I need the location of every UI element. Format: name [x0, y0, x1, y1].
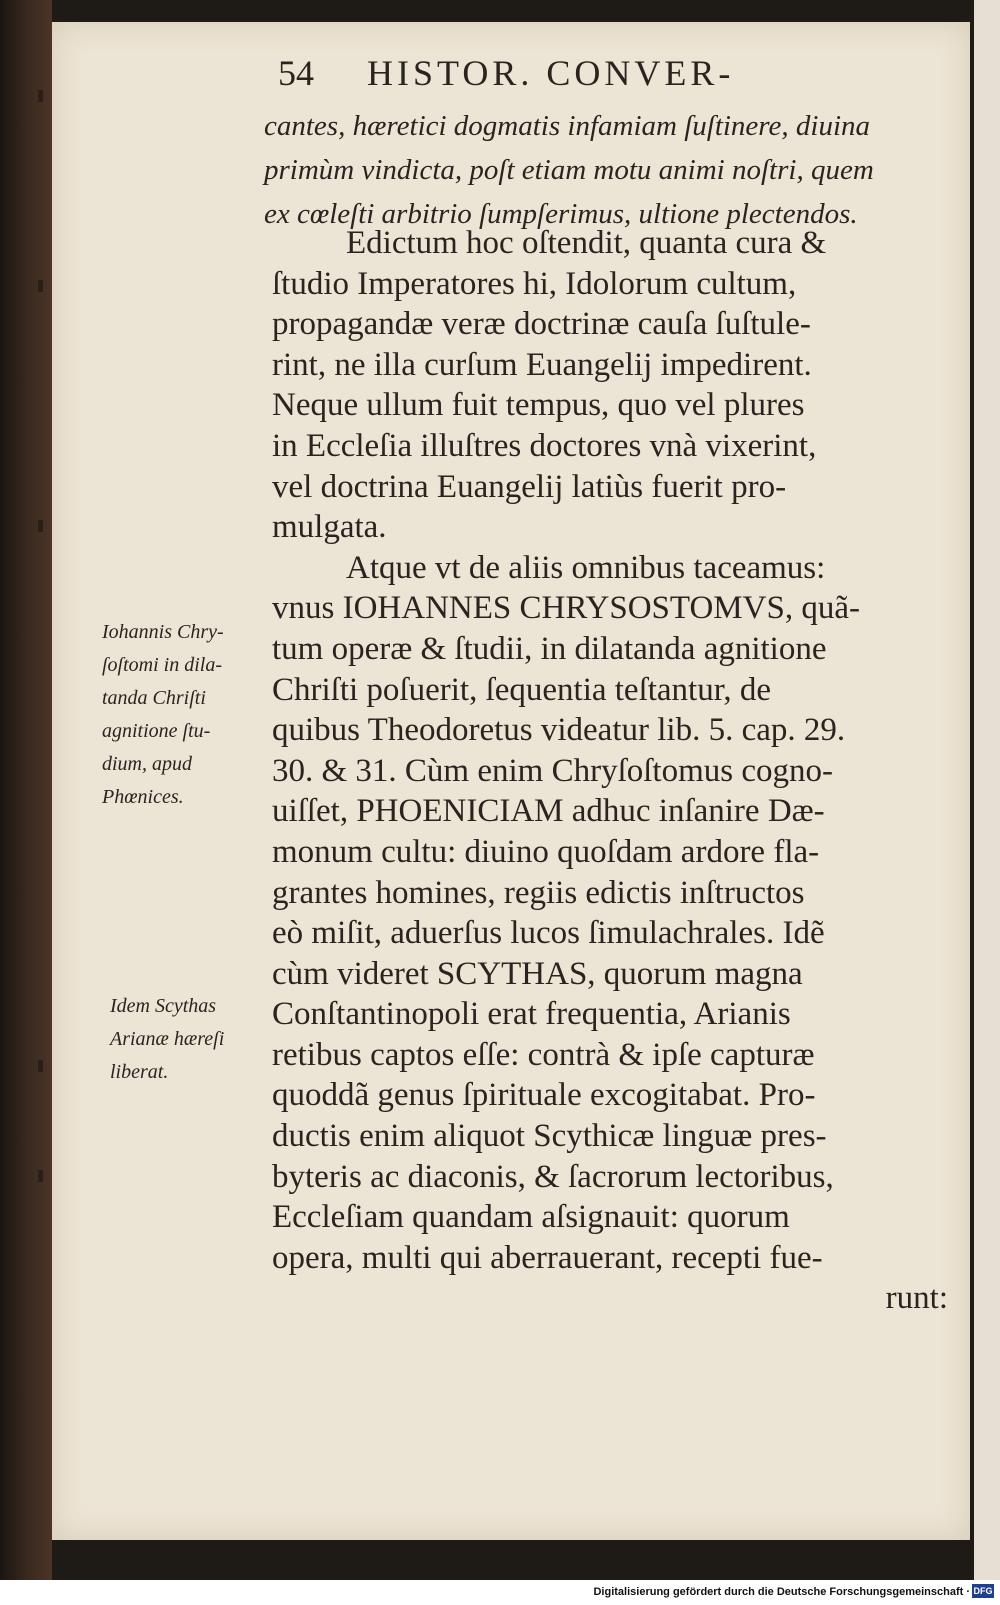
footer-bar: [0, 1580, 1000, 1605]
margin-note-line: Iohannis Chry-: [102, 621, 224, 643]
text-line: monum cultu: diuino quoſdam ardore fla-: [272, 833, 820, 870]
margin-note-line: agnitione ſtu-: [102, 720, 211, 742]
text-line: byteris ac diaconis, & ſacrorum lectoribus,: [272, 1158, 834, 1195]
text-line: ſtudio Imperatores hi, Idolorum cultum,: [272, 265, 797, 302]
page-number: 54: [278, 53, 314, 93]
running-head: [278, 52, 734, 94]
text-line: rint, ne illa curſum Euangelij impedirent.: [272, 346, 812, 383]
text-line: retibus captos eſſe: contrà & ipſe capturæ: [272, 1036, 815, 1073]
margin-note-line: dium, apud: [102, 753, 192, 775]
margin-note: [110, 990, 224, 1089]
text-line: Eccleſiam quandam aſsignauit: quorum: [272, 1199, 790, 1236]
text-line: in Eccleſia illuſtres doctores vnà vixerint,: [272, 427, 817, 464]
text-line: quoddã genus ſpirituale excogitabat. Pro-: [272, 1077, 816, 1114]
funding-credit: Digitalisierung gefördert durch die Deutsche Forschungsgemeinschaft ·: [593, 1586, 970, 1598]
margin-note-line: Arianæ hæreſi: [110, 1028, 225, 1050]
main-text: [272, 223, 948, 1319]
binding-mark: [38, 520, 43, 532]
text-line: Edictum hoc oſtendit, quanta cura &: [346, 225, 827, 261]
text-line: Chriſti poſuerit, ſequentia teſtantur, de: [272, 671, 772, 708]
text-line: ex cœleſti arbitrio ſumpſerimus, ultione plectendos.: [264, 198, 858, 230]
scan-right-margin: [974, 0, 1000, 1580]
text-line: tum operæ & ſtudii, in dilatanda agnitione: [272, 630, 827, 667]
margin-note-line: Idem Scythas: [110, 995, 217, 1017]
text-line: primùm vindicta, poſt etiam motu animi noſtri, quem: [264, 154, 874, 186]
margin-note-line: liberat.: [110, 1061, 169, 1083]
margin-note-line: ſoſtomi in dila-: [102, 654, 222, 676]
text-line: propagandæ veræ doctrinæ cauſa ſuſtule-: [272, 306, 811, 343]
text-line: cantes, hæretici dogmatis infamiam ſuſtinere, diuina: [264, 110, 870, 142]
binding-mark: [38, 280, 43, 292]
text-line: opera, multi qui aberrauerant, recepti fue-: [272, 1239, 823, 1276]
binding-mark: [38, 1060, 43, 1072]
italic-passage: [264, 104, 874, 236]
binding-mark: [38, 1170, 43, 1182]
text-line: ductis enim aliquot Scythicæ linguæ pres-: [272, 1118, 827, 1155]
text-line: uiſſet, PHOENICIAM adhuc inſanire Dæ-: [272, 793, 825, 830]
text-line: Atque vt de aliis omnibus taceamus:: [346, 549, 826, 586]
book-binding-edge: [0, 0, 52, 1580]
catchword-line: runt:: [885, 1280, 948, 1317]
text-line: Conſtantinopoli erat frequentia, Arianis: [272, 996, 791, 1033]
text-line: quibus Theodoretus videatur lib. 5. cap. 29.: [272, 712, 846, 749]
margin-note-line: Phœnices.: [102, 786, 184, 808]
text-line: eò miſit, aduerſus lucos ſimulachrales. Idẽ: [272, 915, 825, 952]
text-line: grantes homines, regiis edictis inſtructos: [272, 874, 805, 911]
margin-note: [102, 616, 224, 814]
text-line: mulgata.: [272, 509, 387, 546]
text-line: 30. & 31. Cùm enim Chryſoſtomus cogno-: [272, 752, 833, 789]
binding-mark: [38, 90, 43, 102]
margin-note-line: tanda Chriſti: [102, 687, 206, 709]
dfg-logo: DFG: [973, 1586, 993, 1596]
text-line: Neque ullum fuit tempus, quo vel plures: [272, 387, 805, 424]
running-title: HISTOR. CONVER-: [367, 53, 735, 93]
text-line: vel doctrina Euangelij latiùs fuerit pro-: [272, 468, 787, 505]
text-line: cùm videret SCYTHAS, quorum magna: [272, 955, 803, 992]
text-line: vnus IOHANNES CHRYSOSTOMVS, quã-: [272, 590, 860, 627]
